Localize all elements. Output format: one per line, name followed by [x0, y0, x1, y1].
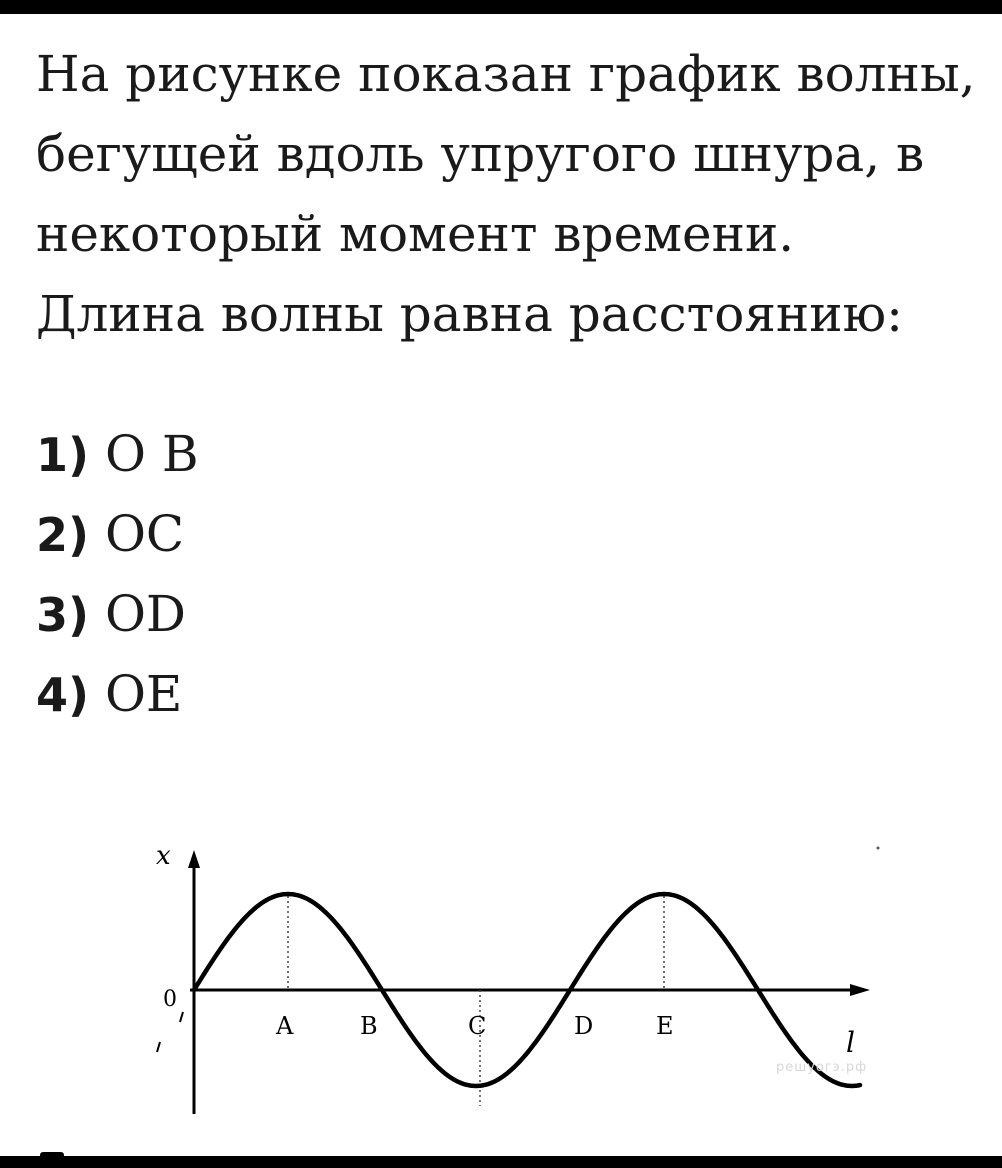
option-text: OE — [104, 665, 183, 723]
option-number: 2) — [36, 508, 90, 562]
point-label-a: A — [276, 1012, 294, 1040]
option-text: OD — [104, 585, 187, 643]
option-number: 4) — [36, 668, 90, 722]
tick-mark — [157, 1042, 160, 1052]
y-axis-label: x — [156, 841, 171, 871]
option-3 — [36, 574, 199, 654]
stray-dot — [877, 847, 880, 850]
wave-figure — [0, 814, 1002, 1134]
tick-mark — [180, 1012, 183, 1022]
option-1 — [36, 414, 199, 494]
point-label-e: E — [656, 1012, 674, 1040]
question-text: На рисунке показан график волны, бегущей вдоль упругого шнура, в некоторый момент времени. Длина волны равна расстоянию: — [36, 45, 976, 343]
watermark: решуогэ.рф — [776, 1060, 868, 1075]
option-text: O B — [104, 425, 199, 483]
option-text: OC — [104, 505, 185, 563]
origin-label: 0 — [163, 987, 177, 1012]
option-4 — [36, 654, 199, 734]
point-label-c: C — [468, 1012, 487, 1040]
option-number: 3) — [36, 588, 90, 642]
point-label-b: B — [360, 1012, 378, 1040]
option-2 — [36, 494, 199, 574]
next-item-edge — [40, 1152, 64, 1156]
answer-options — [36, 414, 199, 734]
y-axis-arrow — [188, 850, 200, 868]
point-label-d: D — [574, 1012, 594, 1040]
x-axis-arrow — [850, 984, 870, 996]
option-number: 1) — [36, 428, 90, 482]
page — [0, 14, 1002, 1156]
x-axis-label: l — [846, 1026, 855, 1059]
